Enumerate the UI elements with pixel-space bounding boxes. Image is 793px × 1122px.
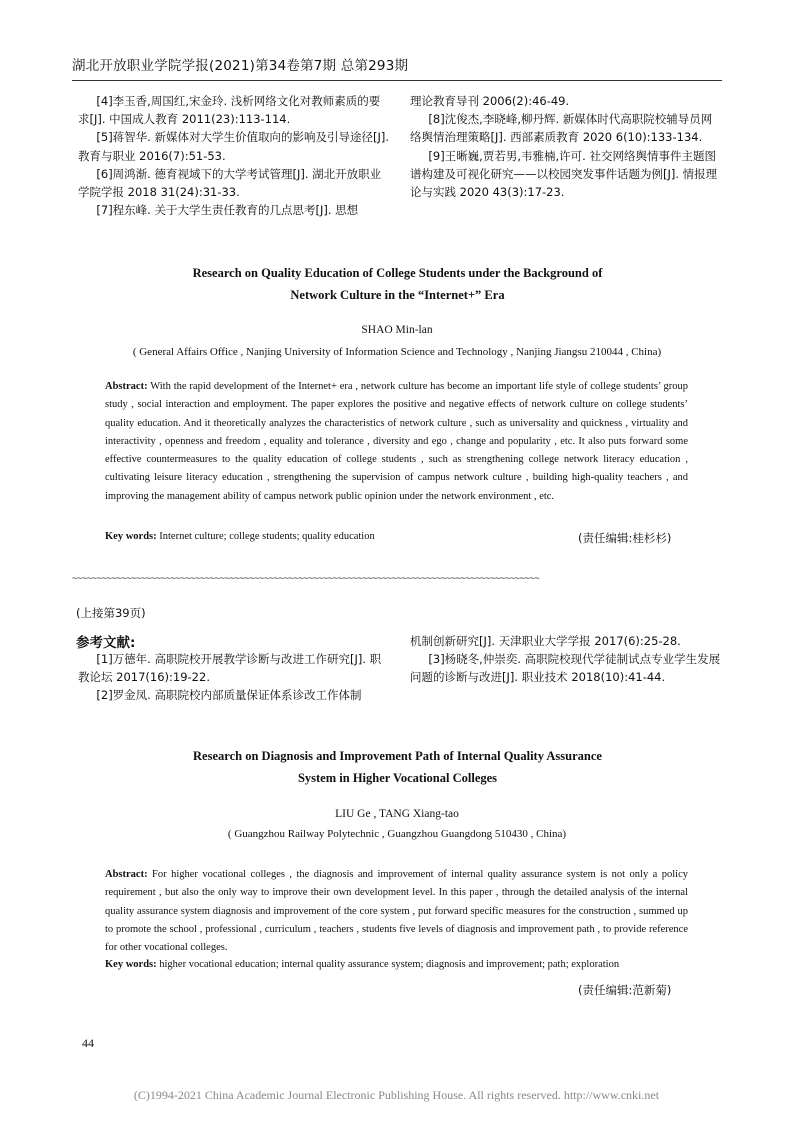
article2-affiliation: ( Guangzhou Railway Polytechnic , Guangzhou Guangdong 510430 , China) [227,828,567,840]
keywords-label: Key words [105,959,154,970]
abstract-label: Abstract [105,381,145,392]
article1-editor: (责任编辑:桂杉杉) [578,531,672,545]
continued-note: (上接第39页) [76,606,146,620]
abstract-text: With the rapid development of the Internet+ era , network culture has become an important life style of college students’ group study , social interaction and employment. The paper explores the positive and negative effects of network culture on college students’ quality education. And it theoretically analyzes the characteristics of network culture , such as universality and quickness , virtuality and interactivity , openness and freedom , equality and tolerance , diversity and ego , change and popularity , etc. It also puts forward some effective countermeasures to the quality education of college students , such as strengthening college network literacy education , cultivating leisure literacy education , strengthening the supervision of campus network culture , building high-quality teachers , and improving the management ability of campus network public opinion under the network environment , etc. [105,381,688,502]
article2-title [100,745,695,789]
references-bottom-left [78,650,390,705]
references-heading: 参考文献: [76,635,136,651]
article2-editor: (责任编辑:范新菊) [578,983,672,997]
abstract-label: Abstract [105,869,145,880]
reference-item: [3]杨晓冬,仲崇奕. 高职院校现代学徒制试点专业学生发展问题的诊断与改进[J]. 职业技术 2018(10):41-44. [410,652,721,685]
references-top-right [410,92,722,201]
article1-affiliation: ( General Affairs Office , Nanjing University of Information Science and Technology , Nanjing Jiangsu 210044 , China) [132,346,662,358]
reference-item: [6]周鸿渐. 德育视域下的大学考试管理[J]. 湖北开放职业学院学报 2018 31(24):31-33. [78,166,382,200]
header-rule [72,80,722,81]
article1-title [100,262,695,306]
article2-abstract: Abstract: For higher vocational colleges , the diagnosis and improvement of internal quality assurance system is not only a policy requirement , but also the only way to improve their own development level. In this paper , through the detailed analysis of the internal quality assurance system diagnosis and improvement of the core system , put forward specific measures for the construction , summed up to promote the school , professional , curriculum , teachers , students five levels of diagnosis and improvement path , to provide reference for other vocational colleges. [105,869,689,954]
copyright-footer: (C)1994-2021 China Academic Journal Electronic Publishing House. All rights reserved. http://www.cnki.net [133,1088,660,1102]
article2-title-line2: System in Higher Vocational Colleges [297,771,498,785]
article1-keywords: Key words: Internet culture; college students; quality education [105,531,375,542]
reference-item: [9]王晰巍,贾若男,韦雅楠,许可. 社交网络舆情事件主题图谱构建及可视化研究——以校园突发事件话题为例[J]. 情报理论与实践 2020 43(3):17-23. [410,148,718,200]
reference-item: 机制创新研究[J]. 天津职业大学学报 2017(6):25-28. [410,634,681,648]
reference-item: [7]程东峰. 关于大学生责任教育的几点思考[J]. 思想 [96,203,359,218]
keywords-text: Internet culture; college students; quality education [159,531,375,542]
references-bottom-right [410,632,722,687]
reference-item: [2]罗金凤. 高职院校内部质量保证体系诊改工作体制 [96,688,362,703]
section-separator: ~~~~~~~~~~~~~~~~~~~~~~~~~~~~~~~~~~~~~~~~~~~~~~~~~~~~~~~~~~~~~~~~~~~~~~~~~~~~~~~~~~~~~~~~~~~~~~~ [72,574,540,584]
page-number: 44 [82,1036,94,1050]
reference-item: [8]沈俊杰,李晓峰,柳丹辉. 新媒体时代高职院校辅导员网络舆情治理策略[J]. 西部素质教育 2020 6(10):133-134. [410,112,713,145]
article1-title-line1: Research on Quality Education of College Students under the Background of [192,266,603,280]
keywords-label: Key words [105,531,154,542]
article1-abstract: Abstract: With the rapid development of the Internet+ era , network culture has become an important life style of college students’ group study , social interaction and employment. The paper explores the positive and negative effects of network culture on college students’ quality education. And it theoretically analyzes the characteristics of network culture , such as universality and quickness , virtuality and interactivity , openness and freedom , equality and tolerance , diversity and ego , change and popularity , etc. It also puts forward some effective countermeasures to the quality education of college students , such as strengthening college network literacy education , cultivating leisure literacy education , strengthening the supervision of campus network culture , building high-quality teachers , and improving the management ability of campus network public opinion under the network environment , etc. [105,381,688,502]
keywords-text: higher vocational education; internal quality assurance system; diagnosis and improvement; path; exploration [159,959,620,970]
reference-item: [5]蒋智华. 新媒体对大学生价值取向的影响及引导途径[J]. 教育与职业 2016(7):51-53. [78,130,390,163]
reference-item: [4]李玉香,周国红,宋金玲. 浅析网络文化对教师素质的要求[J]. 中国成人教育 2011(23):113-114. [78,94,381,127]
reference-item: [1]万德年. 高职院校开展教学诊断与改进工作研究[J]. 职教论坛 2017(16):19-22. [78,652,382,685]
reference-item: 理论教育导刊 2006(2):46-49. [410,94,570,108]
article1-author: SHAO Min-lan [361,324,433,336]
article2-title-line1: Research on Diagnosis and Improvement Path of Internal Quality Assurance [193,749,602,763]
references-top-left [78,92,390,219]
journal-running-header: 湖北开放职业学院学报(2021)第34卷第7期 总第293期 [72,58,409,74]
abstract-text: For higher vocational colleges , the diagnosis and improvement of internal quality assurance system is not only a policy requirement , but also the only way to improve their own development level. In this paper , through the detailed analysis of the internal quality assurance system diagnosis and improvement of the core system , put forward specific measures for the construction , summed up to promote the school , professional , curriculum , teachers , students five levels of diagnosis and improvement path , to provide reference for other vocational colleges. [105,869,689,954]
article1-title-line2: Network Culture in the “Internet+” Era [290,288,505,302]
article2-keywords: Key words: higher vocational education; internal quality assurance system; diagnosis and improvement; path; exploration [105,959,620,970]
article2-author: LIU Ge , TANG Xiang-tao [335,808,459,820]
